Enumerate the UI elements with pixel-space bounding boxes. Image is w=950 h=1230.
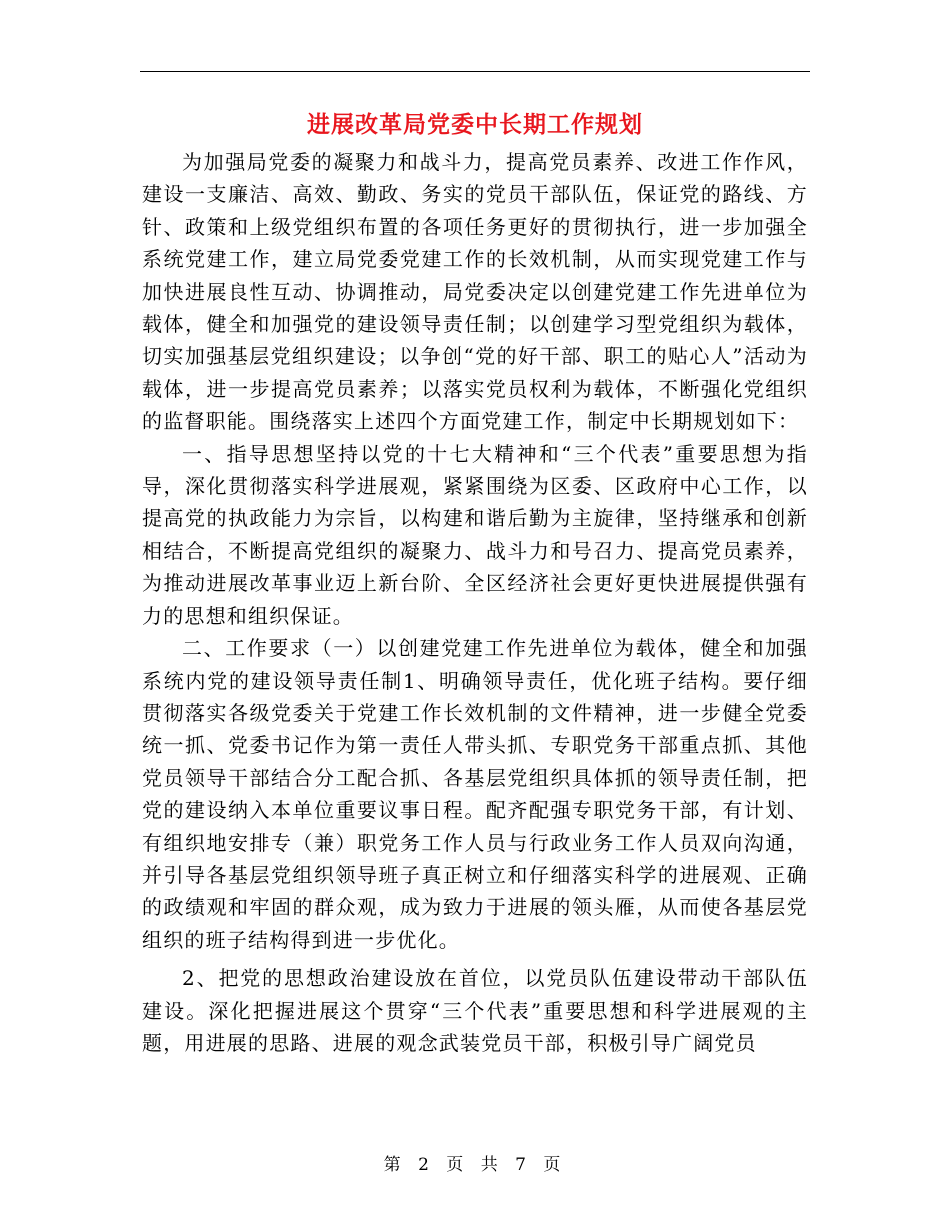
paragraph-political-construction: 2、把党的思想政治建设放在首位，以党员队伍建设带动干部队伍建设。深化把握进展这个贯穿“三个代表”重要思想和科学进展观的主题，用进展的思路、进展的观念武装党员干部，积极引导广阔党员 — [142, 966, 808, 1055]
document-body — [142, 146, 808, 1059]
paragraph-guiding-thought: 一、指导思想坚持以党的十七大精神和“三个代表”重要思想为指导，深化贯彻落实科学进展观，紧紧围绕为区委、区政府中心工作，以提高党的执政能力为宗旨，以构建和谐后勤为主旋律，坚持继承和创新相结合，不断提高党组织的凝聚力、战斗力和号召力、提高党员素养，为推动进展改革事业迈上新台阶、全区经济社会更好更快进展提供强有力的思想和组织保证。 — [142, 441, 808, 628]
paragraph-intro: 为加强局党委的凝聚力和战斗力，提高党员素养、改进工作作风，建设一支廉洁、高效、勤政、务实的党员干部队伍，保证党的路线、方针、政策和上级党组织布置的各项任务更好的贯彻执行，进一步加强全系统党建工作，建立局党委党建工作的长效机制，从而实现党建工作与加快进展良性互动、协调推动，局党委决定以创建党建工作先进单位为载体，健全和加强党的建设领导责任制；以创建学习型党组织为载体，切实加强基层党组织建设；以争创“党的好干部、职工的贴心人”活动为载体，进一步提高党员素养；以落实党员权利为载体，不断强化党组织的监督职能。围绕落实上述四个方面党建工作，制定中长期规划如下： — [142, 150, 808, 434]
paragraph-work-requirements: 二、工作要求（一）以创建党建工作先进单位为载体，健全和加强系统内党的建设领导责任制1、明确领导责任，优化班子结构。要仔细贯彻落实各级党委关于党建工作长效机制的文件精神，进一步健全党委统一抓、党委书记作为第一责任人带头抓、专职党务干部重点抓、其他党员领导干部结合分工配合抓、各基层党组织具体抓的领导责任制，把党的建设纳入本单位重要议事日程。配齐配强专职党务干部，有计划、有组织地安排专（兼）职党务工作人员与行政业务工作人员双向沟通，并引导各基层党组织领导班子真正树立和仔细落实科学的进展观、正确的政绩观和牢固的群众观，成为致力于进展的领头雁，从而使各基层党组织的班子结构得到进一步优化。 — [142, 636, 808, 952]
page-number: 第 2 页 共 7 页 — [383, 1155, 567, 1175]
header-rule — [140, 71, 810, 72]
document-title: 进展改革局党委中长期工作规划 — [307, 111, 643, 138]
